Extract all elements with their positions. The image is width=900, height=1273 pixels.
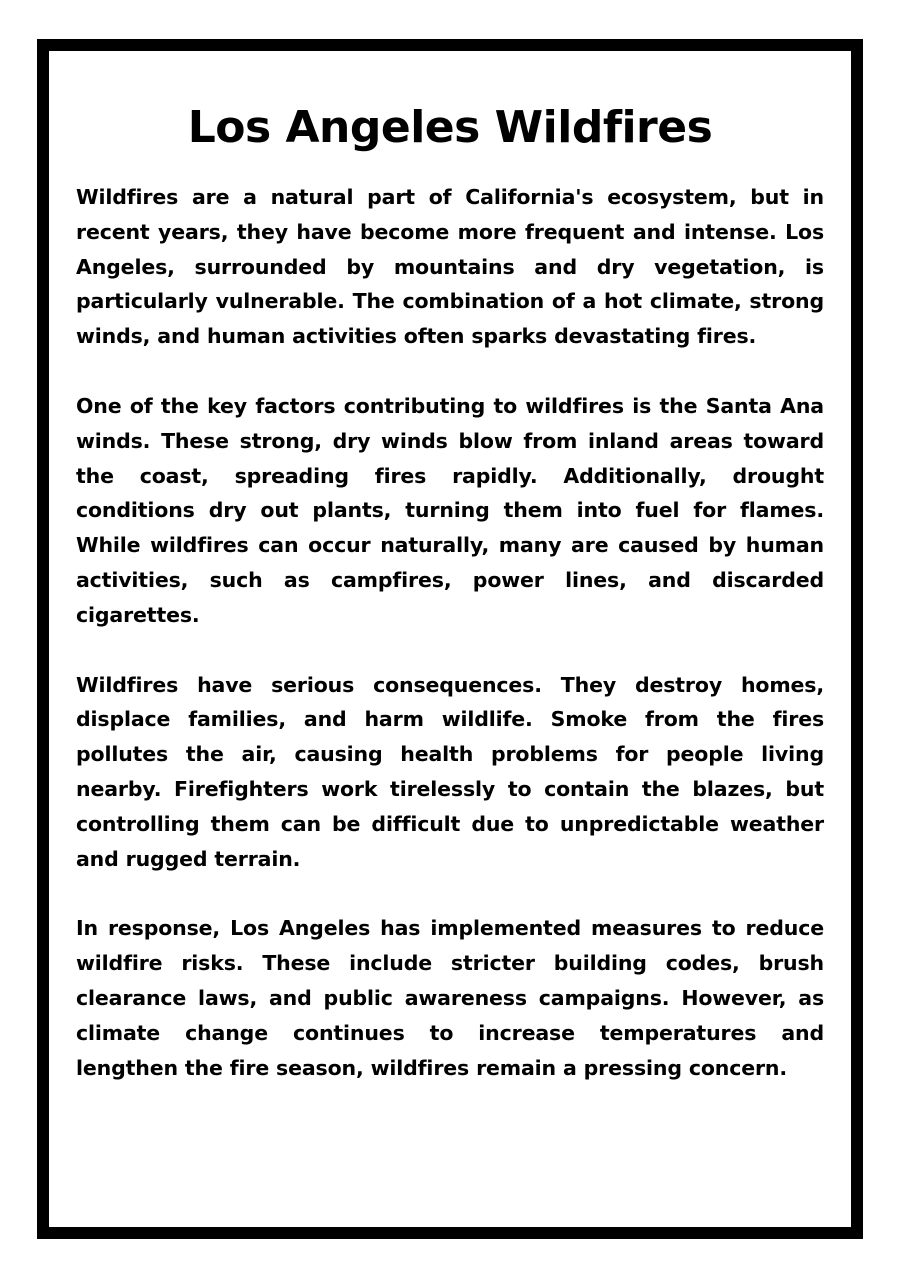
paragraph-causes: One of the key factors contributing to wildfires is the Santa Ana winds. These strong, dry winds blow from inland areas toward the coast, spreading fires rapidly. Additionally, drought conditions dry out plants, turning them into fuel for flames. While wildfires can occur naturally, many are caused by human activities, such as campfires, power lines, and discarded cigarettes. <box>76 393 824 627</box>
page-border-frame <box>37 39 863 1239</box>
page-title: Los Angeles Wildfires <box>187 102 713 153</box>
paragraph-response: In response, Los Angeles has implemented measures to reduce wildfire risks. These include stricter building codes, brush clearance laws, and public awareness campaigns. However, as climate change continues to increase temperatures and lengthen the fire season, wildfires remain a pressing concern. <box>76 916 824 1080</box>
paragraph-consequences: Wildfires have serious consequences. They destroy homes, displace families, and harm wildlife. Smoke from the fires pollutes the air, causing health problems for people living nearby. Firefighters work tirelessly to contain the blazes, but controlling them can be difficult due to unpredictable weather and rugged terrain. <box>76 672 824 871</box>
paragraph-intro: Wildfires are a natural part of California's ecosystem, but in recent years, they have become more frequent and intense. Los Angeles, surrounded by mountains and dry vegetation, is particularly vulnerable. The combination of a hot climate, strong winds, and human activities often sparks devastating fires. <box>76 185 824 349</box>
article-body <box>76 180 824 1120</box>
